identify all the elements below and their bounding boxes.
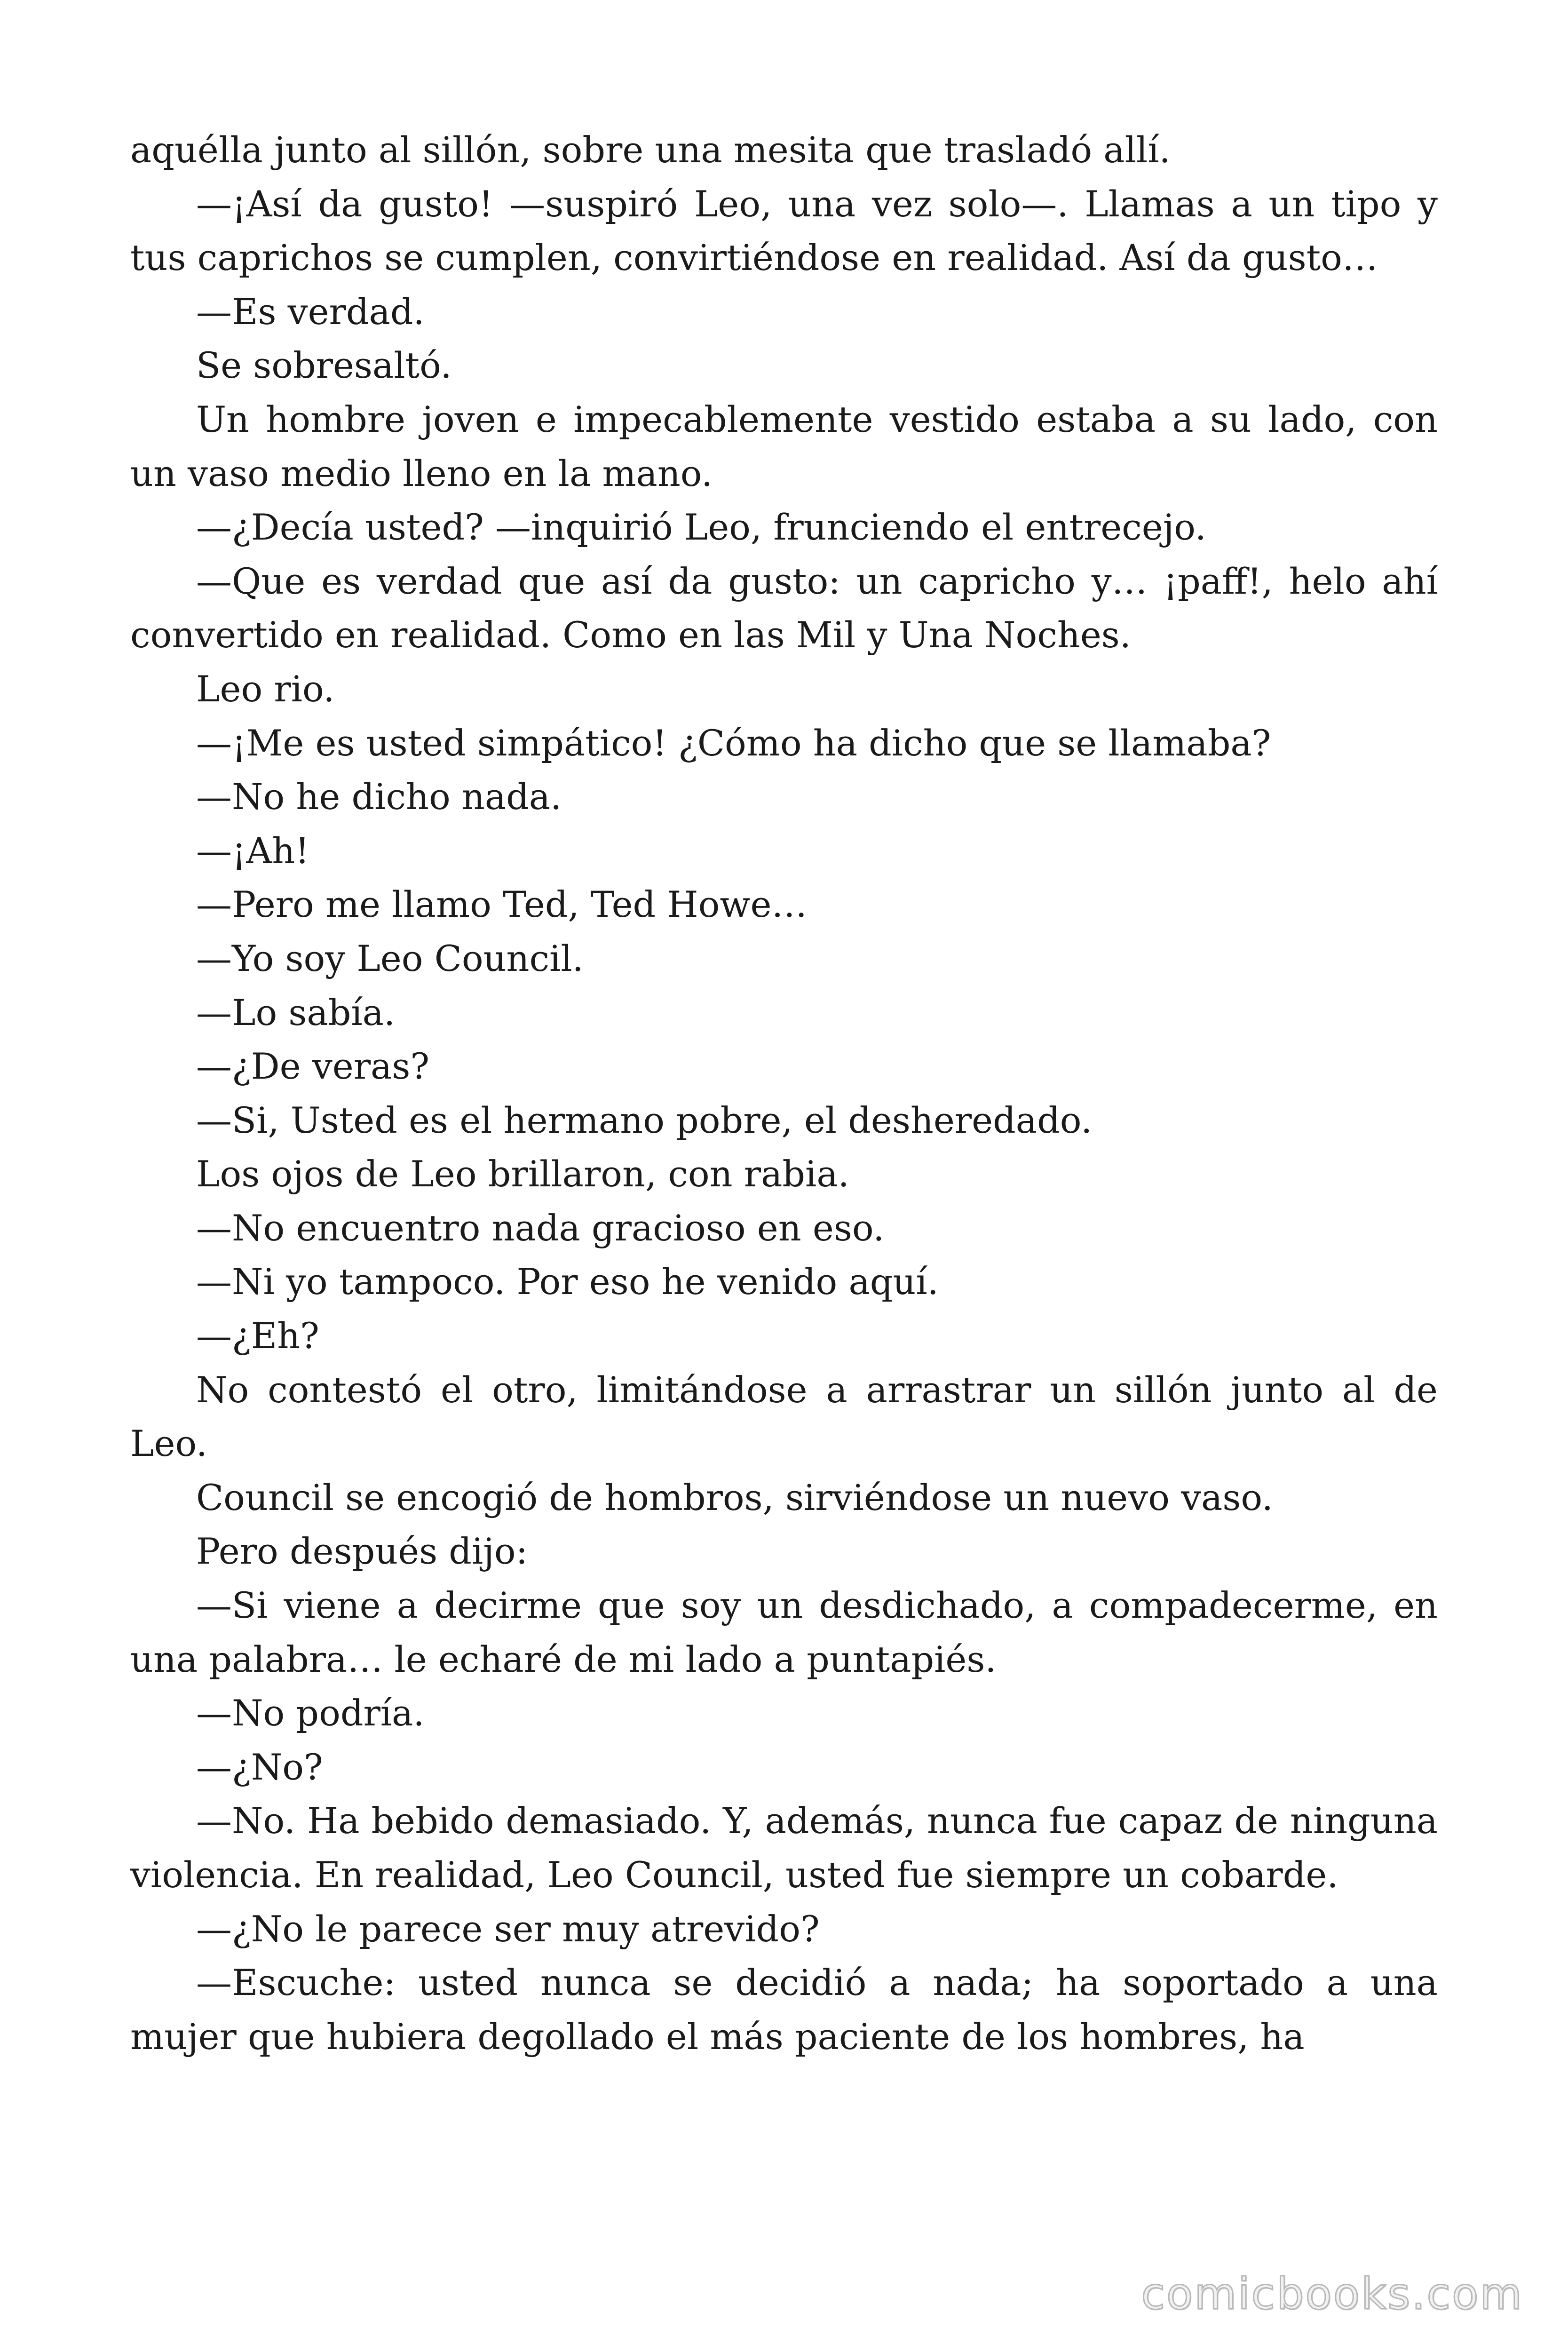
paragraph-12: —Pero me llamo Ted, Ted Howe… (196, 883, 808, 926)
paragraph-2: —¡Así da gusto! —suspiró Leo, una vez solo—. Llamas a un tipo y tus caprichos se cumplen, convirtiéndose en realidad. Así da gusto… (130, 183, 1438, 279)
paragraph-21: No contestó el otro, limitándose a arrastrar un sillón junto al de Leo. (130, 1368, 1438, 1465)
paragraph-23: Pero después dijo: (196, 1530, 528, 1573)
paragraph-25: —No podría. (196, 1692, 425, 1734)
paragraph-4: Se sobresaltó. (196, 344, 452, 387)
paragraph-17: Los ojos de Leo brillaron, con rabia. (196, 1153, 849, 1195)
paragraph-16: —Si, Usted es el hermano pobre, el desheredado. (196, 1099, 1093, 1141)
paragraph-9: —¡Me es usted simpático! ¿Cómo ha dicho que se llamaba? (196, 722, 1271, 764)
paragraph-26: —¿No? (196, 1746, 323, 1788)
paragraph-11: —¡Ah! (196, 829, 309, 872)
paragraph-28: —¿No le parece ser muy atrevido? (196, 1907, 820, 1950)
paragraph-29: —Escuche: usted nunca se decidió a nada; ha soportado a una mujer que hubiera degollado el más paciente de los hombres, ha (130, 1962, 1438, 2058)
paragraph-13: —Yo soy Leo Council. (196, 937, 584, 979)
paragraph-7: —Que es verdad que así da gusto: un capricho y… ¡paff!, helo ahí convertido en realidad. Como en las Mil y Una Noches. (130, 560, 1438, 656)
paragraph-20: —¿Eh? (196, 1315, 319, 1357)
paragraph-19: —Ni yo tampoco. Por eso he venido aquí. (196, 1261, 939, 1303)
paragraph-15: —¿De veras? (196, 1045, 430, 1088)
paragraph-27: —No. Ha bebido demasiado. Y, además, nunca fue capaz de ninguna violencia. En realidad, Leo Council, usted fue siempre un cobarde. (130, 1800, 1438, 1896)
paragraph-5: Un hombre joven e impecablemente vestido estaba a su lado, con un vaso medio lleno en la mano. (130, 398, 1438, 494)
paragraph-24: —Si viene a decirme que soy un desdichado, a compadecerme, en una palabra… le echaré de mi lado a puntapiés. (130, 1584, 1438, 1680)
paragraph-1: aquélla junto al sillón, sobre una mesita que trasladó allí. (130, 129, 1171, 171)
paragraph-14: —Lo sabía. (196, 991, 396, 1033)
paragraph-22: Council se encogió de hombros, sirviéndose un nuevo vaso. (196, 1476, 1273, 1518)
page-text (130, 123, 1438, 2064)
paragraph-8: Leo rio. (196, 667, 335, 710)
site-watermark: comicbooks.com (1141, 2269, 1523, 2319)
paragraph-18: —No encuentro nada gracioso en eso. (196, 1207, 885, 1249)
paragraph-10: —No he dicho nada. (196, 776, 562, 818)
paragraph-6: —¿Decía usted? —inquirió Leo, frunciendo el entrecejo. (196, 506, 1206, 548)
paragraph-3: —Es verdad. (196, 290, 425, 333)
